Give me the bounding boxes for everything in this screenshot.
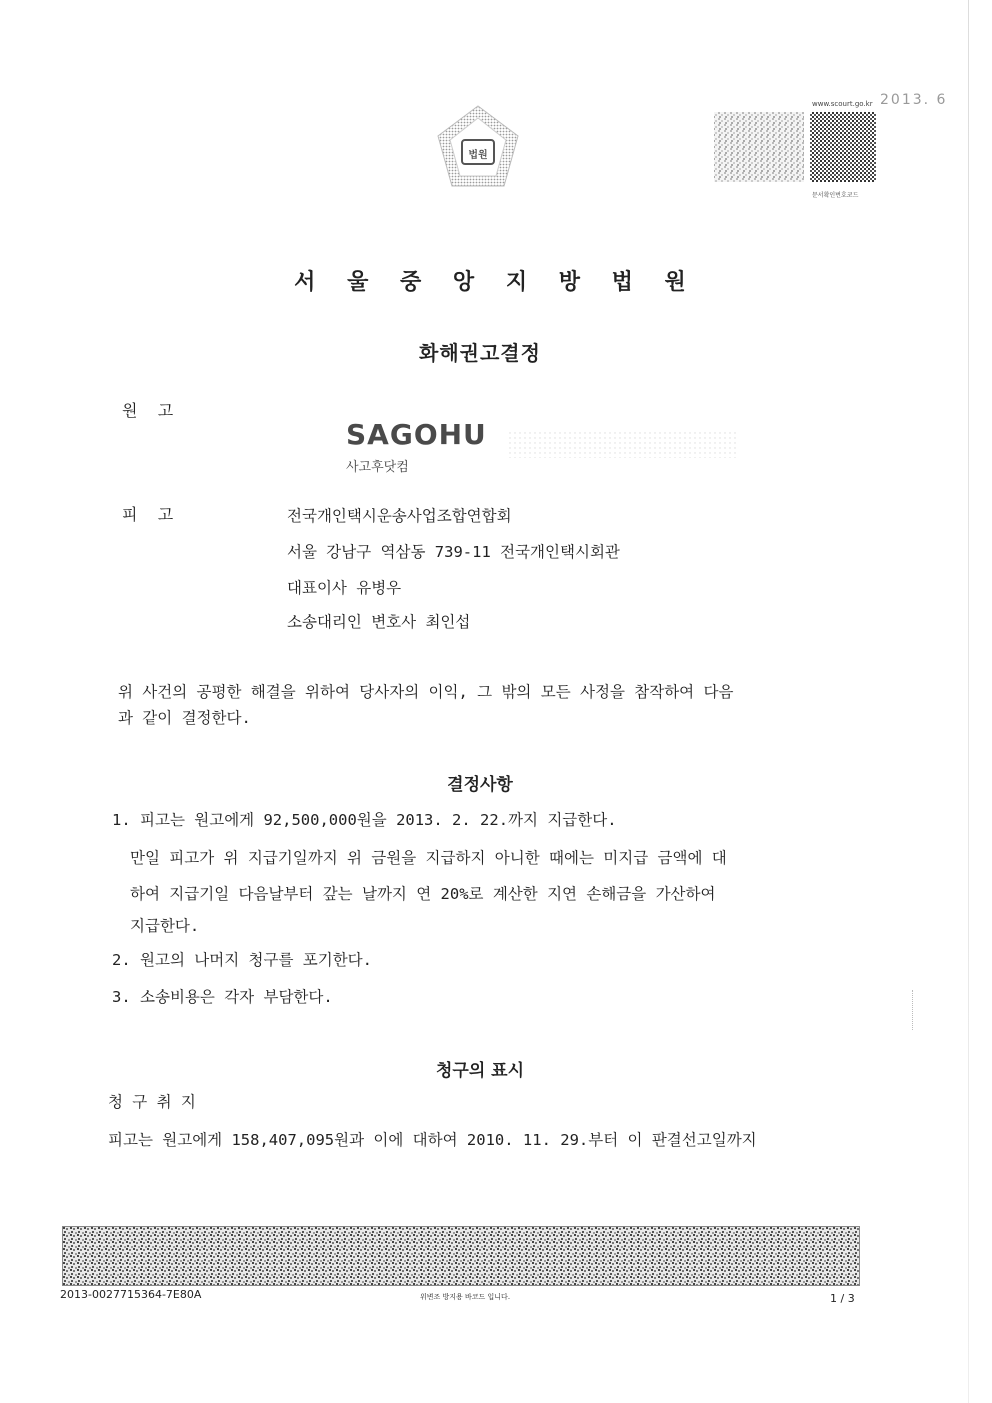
court-emblem xyxy=(430,100,526,196)
court-name: 서 울 중 앙 지 방 법 원 xyxy=(294,270,698,295)
intro-line-1: 위 사건의 공평한 해결을 위하여 당사자의 이익, 그 밖의 모든 사정을 참작하여 다음 xyxy=(118,683,734,701)
defendant-attorney: 소송대리인 변호사 최인섭 xyxy=(287,613,471,631)
decision-item-3: 3. 소송비용은 각자 부담한다. xyxy=(112,988,333,1006)
claim-title: 청구의 표시 xyxy=(435,1061,525,1081)
intro-line-2: 과 같이 결정한다. xyxy=(118,709,251,727)
qr-url: www.scourt.go.kr xyxy=(812,100,873,108)
document-id: 2013-0027715364-7E80A xyxy=(60,1288,202,1301)
defendant-representative: 대표이사 유병우 xyxy=(287,579,402,597)
decision-item-1: 1. 피고는 원고에게 92,500,000원을 2013. 2. 22.까지 지급한다. xyxy=(112,811,617,829)
emblem-text: 법원 xyxy=(468,150,488,161)
defendant-name: 전국개인택시운송사업조합연합회 xyxy=(287,507,512,525)
redacted-area xyxy=(508,426,738,466)
defendant-label: 피 고 xyxy=(122,505,174,524)
claim-subtitle: 청 구 취 지 xyxy=(108,1093,196,1111)
margin-mark xyxy=(912,990,914,1030)
decision-item-1-cont-3: 지급한다. xyxy=(130,917,200,935)
decision-title: 결정사항 xyxy=(447,775,513,795)
barcode-note: 위변조 방지용 바코드 입니다. xyxy=(420,1293,511,1301)
defendant-address: 서울 강남구 역삼동 739-11 전국개인택시회관 xyxy=(287,543,620,561)
scan-edge xyxy=(968,0,969,1403)
decision-item-2: 2. 원고의 나머지 청구를 포기한다. xyxy=(112,951,372,969)
anti-forgery-barcode xyxy=(62,1226,860,1286)
decision-item-1-cont-1: 만일 피고가 위 지급기일까지 위 금원을 지급하지 아니한 때에는 미지급 금액에 대 xyxy=(130,849,727,867)
plaintiff-logo-sub: 사고후닷컴 xyxy=(346,460,409,475)
plaintiff-logo: SAGOHU xyxy=(346,418,487,451)
verification-code xyxy=(712,100,880,192)
page-number: 1 / 3 xyxy=(830,1292,855,1305)
decision-item-1-cont-2: 하여 지급기일 다음날부터 갚는 날까지 연 20%로 계산한 지연 손해금을 가산하여 xyxy=(130,885,716,903)
qr-caption: 문서확인번호코드 xyxy=(812,192,859,199)
claim-line: 피고는 원고에게 158,407,095원과 이에 대하여 2010. 11. 29.부터 이 판결선고일까지 xyxy=(108,1131,757,1149)
qr-stamp: 2013. 6 xyxy=(880,92,948,108)
document-type: 화해권고결정 xyxy=(419,341,541,365)
plaintiff-label: 원 고 xyxy=(122,401,174,420)
